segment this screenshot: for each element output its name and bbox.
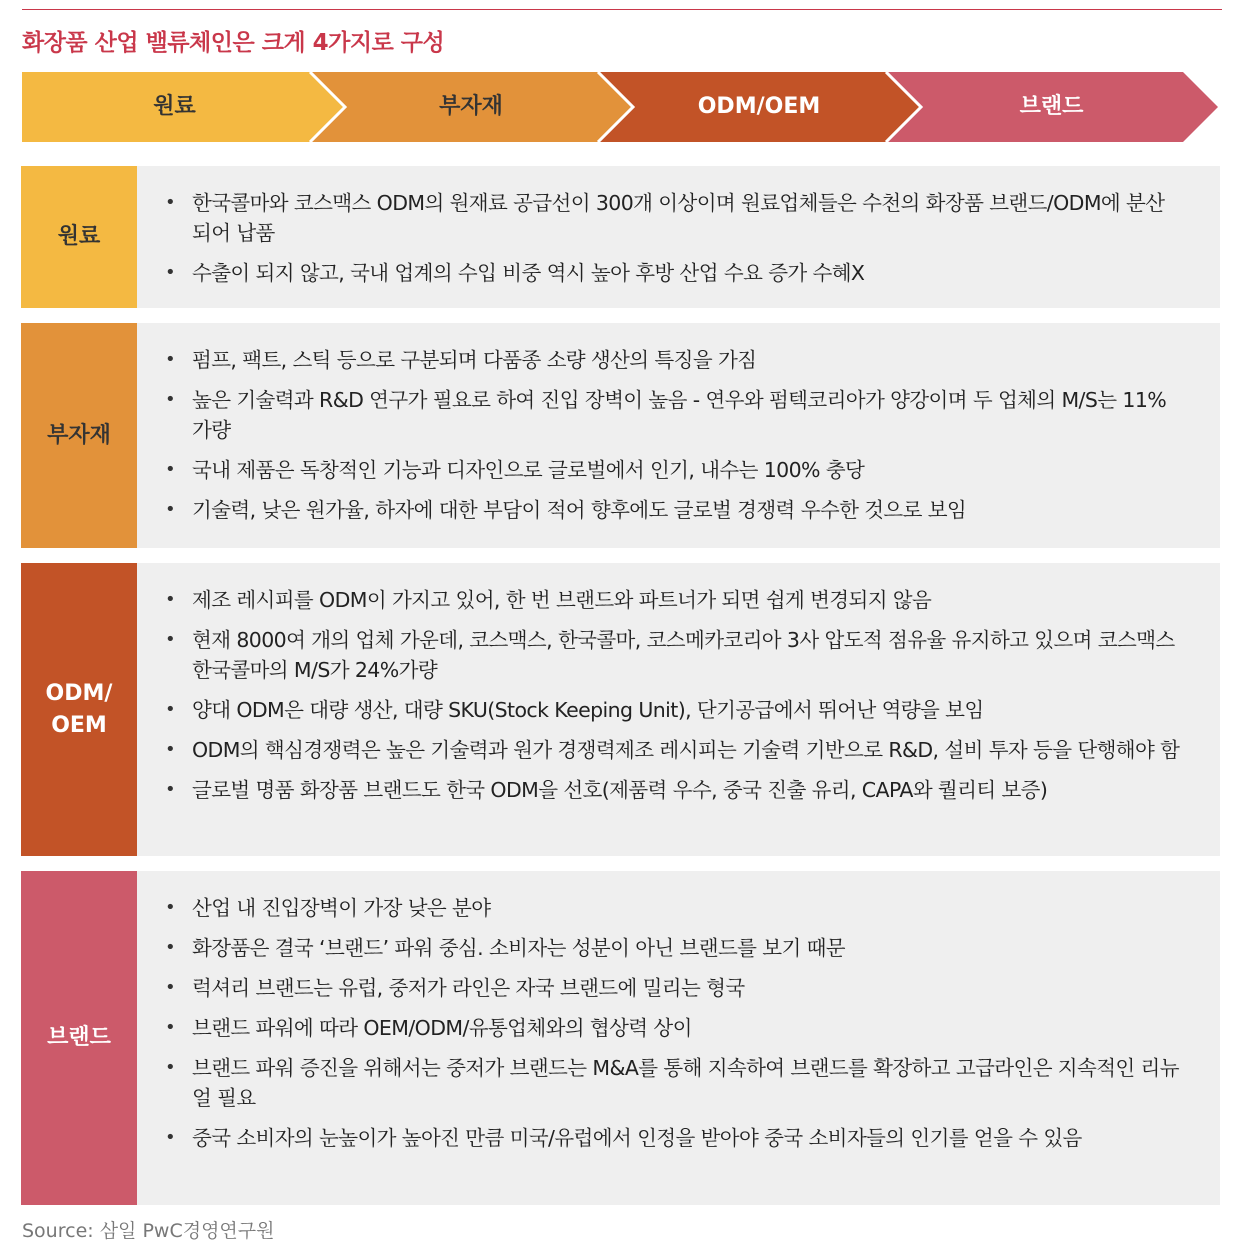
bullet-item: • 펌프, 팩트, 스틱 등으로 구분되며 다품종 소량 생산의 특징을 가짐 <box>192 345 1180 375</box>
top-rule <box>22 9 1222 10</box>
section-label-brand: 브랜드 <box>21 871 137 1205</box>
bullet-list <box>137 166 1220 288</box>
section-odm-oem <box>21 563 1220 856</box>
section-content-brand <box>137 871 1220 1205</box>
section-label-odm-oem: ODM/ OEM <box>21 563 137 856</box>
source-note: Source: 삼일 PwC경영연구원 <box>22 1220 275 1242</box>
section-raw-material <box>21 166 1220 308</box>
chevron-label-2: ODM/OEM <box>697 94 821 119</box>
section-label-sub-material: 부자재 <box>21 323 137 548</box>
bullet-item: • 브랜드 파워에 따라 OEM/ODM/유통업체와의 협상력 상이 <box>192 1013 1180 1043</box>
bullet-item: • 산업 내 진입장벽이 가장 낮은 분야 <box>192 893 1180 923</box>
bullet-item: • 현재 8000여 개의 업체 가운데, 코스맥스, 한국콜마, 코스메카코리아 3사 압도적 점유율 유지하고 있으며 코스맥스 한국콜마의 M/S가 24%가량 <box>192 625 1180 685</box>
bullet-item: • 높은 기술력과 R&D 연구가 필요로 하여 진입 장벽이 높음 - 연우와 펌텍코리아가 양강이며 두 업체의 M/S는 11%가량 <box>192 385 1180 445</box>
bullet-item: • 기술력, 낮은 원가율, 하자에 대한 부담이 적어 향후에도 글로벌 경쟁력 우수한 것으로 보임 <box>192 495 1180 525</box>
bullet-item: • 제조 레시피를 ODM이 가지고 있어, 한 번 브랜드와 파트너가 되면 쉽게 변경되지 않음 <box>192 585 1180 615</box>
section-brand <box>21 871 1220 1205</box>
chevron-label-3: 브랜드 <box>1019 94 1084 119</box>
bullet-item: • 국내 제품은 독창적인 기능과 디자인으로 글로벌에서 인기, 내수는 100% 충당 <box>192 455 1180 485</box>
chevron-label-1: 부자재 <box>439 94 503 119</box>
section-content-sub-material <box>137 323 1220 548</box>
chevron-label-0: 원료 <box>153 94 196 119</box>
bullet-item: • ODM의 핵심경쟁력은 높은 기술력과 원가 경쟁력제조 레시피는 기술력 기반으로 R&D, 설비 투자 등을 단행해야 함 <box>192 735 1180 765</box>
section-sub-material <box>21 323 1220 548</box>
value-chain-chevrons <box>22 72 1218 142</box>
page-title: 화장품 산업 밸류체인은 크게 4가지로 구성 <box>22 30 445 56</box>
bullet-item: • 수출이 되지 않고, 국내 업계의 수입 비중 역시 높아 후방 산업 수요 증가 수혜X <box>192 258 1180 288</box>
bullet-item: • 화장품은 결국 ‘브랜드’ 파워 중심. 소비자는 성분이 아닌 브랜드를 보기 때문 <box>192 933 1180 963</box>
bullet-list <box>137 323 1220 525</box>
bullet-item: • 글로벌 명품 화장품 브랜드도 한국 ODM을 선호(제품력 우수, 중국 진출 유리, CAPA와 퀄리티 보증) <box>192 775 1180 805</box>
bullet-list <box>137 563 1220 805</box>
bullet-item: • 중국 소비자의 눈높이가 높아진 만큼 미국/유럽에서 인정을 받아야 중국 소비자들의 인기를 얻을 수 있음 <box>192 1123 1180 1153</box>
section-label-raw-material: 원료 <box>21 166 137 308</box>
bullet-list <box>137 871 1220 1153</box>
bullet-item: • 브랜드 파워 증진을 위해서는 중저가 브랜드는 M&A를 통해 지속하여 브랜드를 확장하고 고급라인은 지속적인 리뉴얼 필요 <box>192 1053 1180 1113</box>
section-content-odm-oem <box>137 563 1220 856</box>
bullet-item: • 한국콜마와 코스맥스 ODM의 원재료 공급선이 300개 이상이며 원료업체들은 수천의 화장품 브랜드/ODM에 분산되어 납품 <box>192 188 1180 248</box>
section-content-raw-material <box>137 166 1220 308</box>
bullet-item: • 럭셔리 브랜드는 유럽, 중저가 라인은 자국 브랜드에 밀리는 형국 <box>192 973 1180 1003</box>
bullet-item: • 양대 ODM은 대량 생산, 대량 SKU(Stock Keeping Unit), 단기공급에서 뛰어난 역량을 보임 <box>192 695 1180 725</box>
